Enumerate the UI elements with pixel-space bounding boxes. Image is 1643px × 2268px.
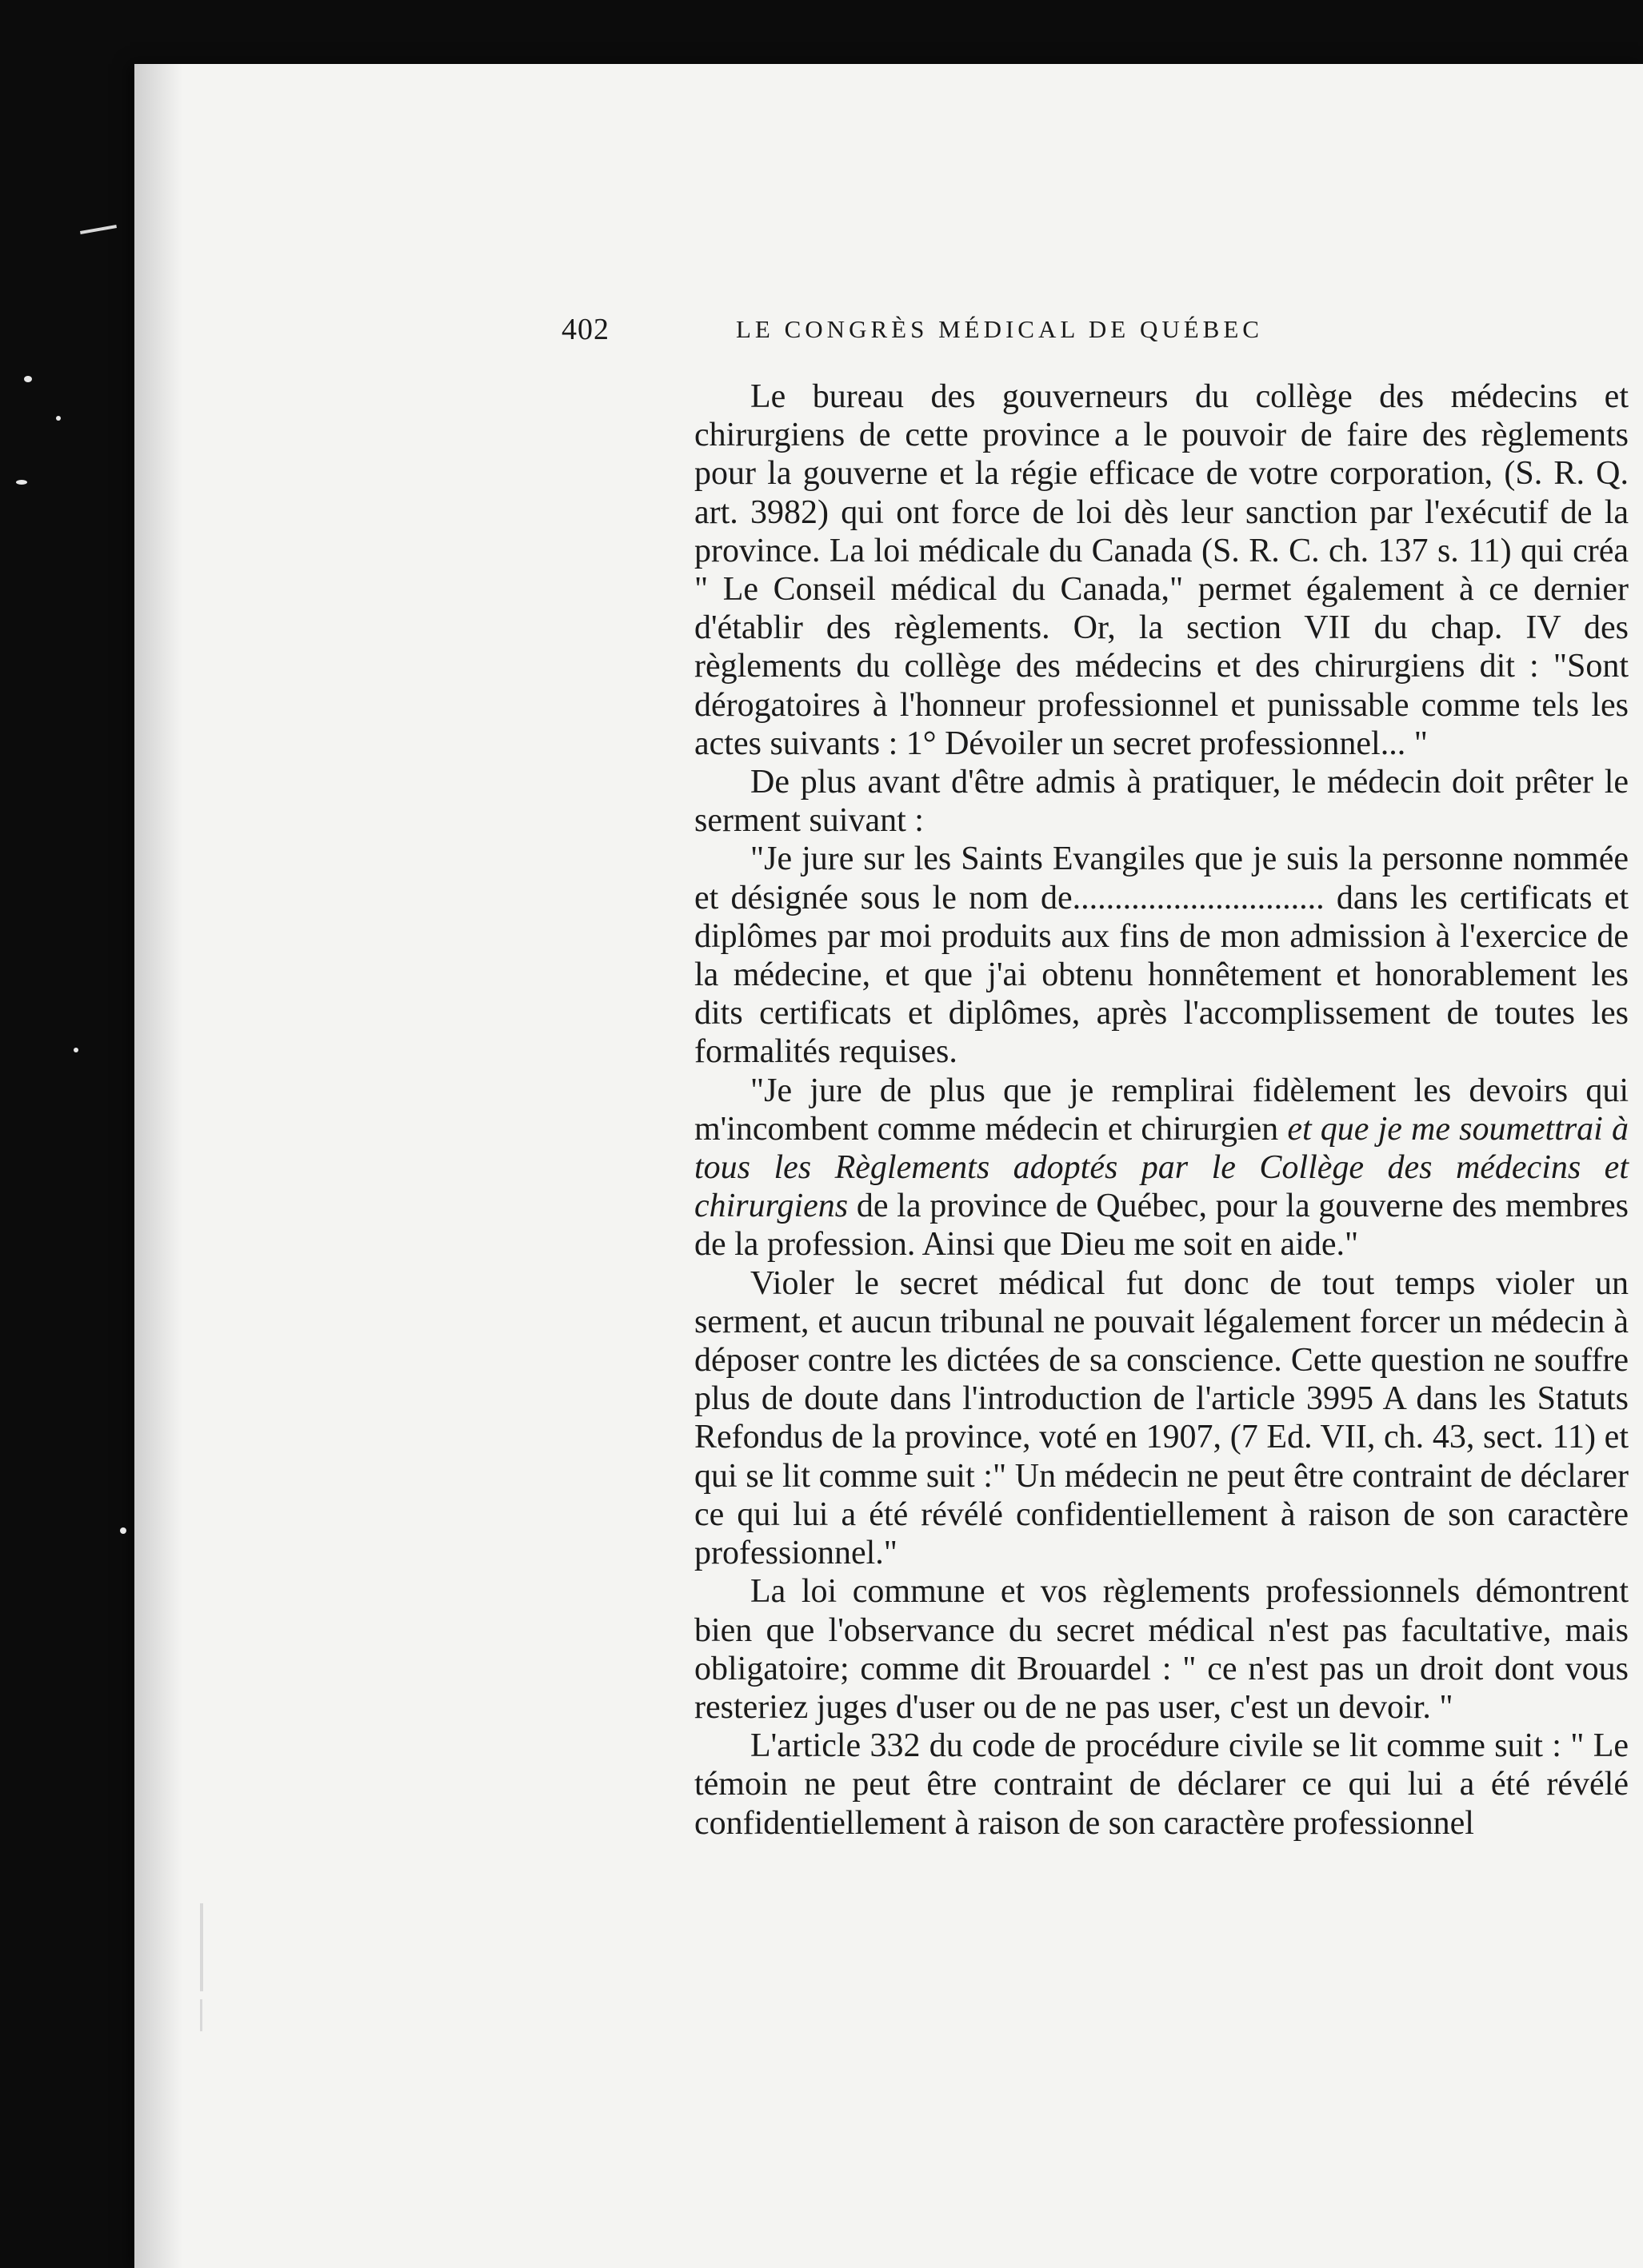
paragraph-serment-part2	[694, 1072, 1629, 1264]
paragraph-serment-intro: De plus avant d'être admis à pratiquer, le médecin doit prêter le serment suivant :	[694, 764, 1629, 840]
paragraph-loi-commune: La loi commune et vos règlements professionnels démontrent bien que l'observance du secret médical n'est pas facultative, mais obligatoire; comme dit Brouardel : " ce n'est pas un droit dont vous resteriez juges d'user ou de ne pas user, c'est un devoir. "	[694, 1573, 1629, 1726]
paragraph-article-332: L'article 332 du code de procédure civile se lit comme suit : " Le témoin ne peut être contraint de déclarer ce qui lui a été révélé confidentiellement à raison de son caractère professionnel	[694, 1727, 1629, 1842]
scan-scratch	[200, 1903, 203, 1991]
serment-part2-text: "Je jure de plus que je remplirai fidèlement les devoirs qui m'incombent comme médecin et chirurgien	[694, 1072, 1629, 1148]
scan-scratch	[80, 225, 117, 234]
body-text	[694, 377, 1629, 1843]
paragraph-bureau-gouverneurs: Le bureau des gouverneurs du collège des médecins et chirurgiens de cette province a le pouvoir de faire des règlements pour la gouverne et la régie efficace de votre corporation, (S. R. Q. art. 3982) qui ont force de loi dès leur sanction par l'exécutif de la province. La loi médicale du Canada (S. R. C. ch. 137 s. 11) qui créa " Le Conseil médical du Canada," permet également à ce dernier d'établir des règlements. Or, la section VII du chap. IV des règlements du collège des médecins et des chirurgiens dit : "Sont dérogatoires à l'honneur professionnel et punissable comme tels les actes suivants : 1° Dévoiler un secret professionnel... "	[694, 378, 1629, 762]
scan-scratch	[200, 1999, 202, 2031]
paragraph-violer-secret: Violer le secret médical fut donc de tout temps violer un serment, et aucun tribunal ne pouvait légalement forcer un médecin à déposer contre les dictées de sa conscience. Cette question ne souffre plus de doute dans l'introduction de l'article 3995 A dans les Statuts Refondus de la province, voté en 1907, (7 Ed. VII, ch. 43, sect. 11) et qui se lit comme suit :" Un médecin ne peut être contraint de déclarer ce qui lui a été révélé confidentiellement à raison de son caractère professionnel."	[694, 1264, 1629, 1572]
scan-speck	[120, 1527, 126, 1534]
scan-speck	[16, 480, 27, 485]
scan-speck	[24, 376, 32, 382]
page-header	[562, 312, 1502, 360]
page-edge-shadow	[134, 64, 182, 2268]
page-number: 402	[562, 313, 610, 346]
paragraph-serment-part1: "Je jure sur les Saints Evangiles que je suis la personne nommée et désignée sous le nom de.............................. dans les certificats et diplômes par moi produits aux fins de mon admission à l'exercice de la médecine, et que j'ai obtenu honnêtement et honorablement les dits certificats et diplômes, après l'accomplissement de toutes les formalités requises.	[694, 841, 1629, 1071]
scan-speck	[56, 416, 61, 421]
serment-part2-italic: et que je me soumettrai à tous les Règlements adoptés par le Collège des médecins et chirurgiens	[694, 1110, 1629, 1225]
scan-speck	[74, 1048, 78, 1052]
serment-part2-text-end: de la province de Québec, pour la gouverne des membres de la profession. Ainsi que Dieu me soit en aide."	[694, 1188, 1629, 1264]
running-title: LE CONGRÈS MÉDICAL DE QUÉBEC	[736, 315, 1263, 343]
